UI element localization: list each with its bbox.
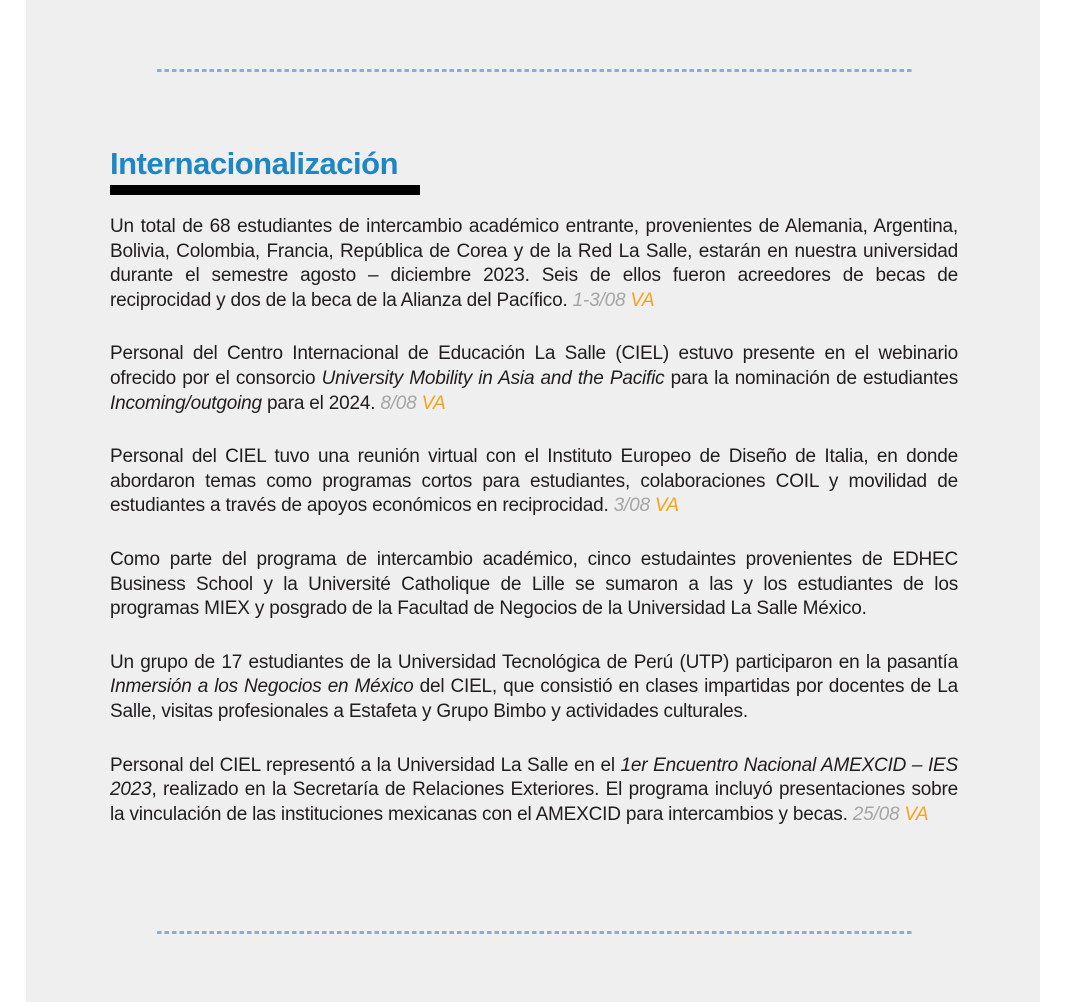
paragraph [110,445,958,519]
text-run: Como parte del programa de intercambio académico, cinco estudaintes provenientes de EDHEC Business School y la Université Catholique de Lille se sumaron a las y los estudiantes de los programas MIEX y posgrado de la Facultad de Negocios de la Universidad La Salle México. [110,548,958,620]
bottom-dashed-divider [157,931,912,934]
text-run: University Mobility in Asia and the Pacific [321,367,665,389]
text-run: Incoming/outgoing [110,392,262,414]
text-run: Un total de 68 estudiantes de intercambio académico entrante, provenientes de Alemania, Argentina, Bolivia, Colombia, Francia, República de Corea y de la Red La Salle, estarán en nuestra universidad durante el semestre agosto – diciembre 2023. Seis de ellos fueron acreedores de becas de reciprocidad y dos de la beca de la Alianza del Pacífico. [110,216,958,311]
paragraph [110,342,958,416]
date-marker: 8/08 [380,392,422,414]
text-run: 1er Encuentro Nacional AMEXCID – IES 2023 [110,754,958,801]
text-run: del CIEL, que consistió en clases impartidas por docentes de La Salle, visitas profesionales a Estafeta y Grupo Bimbo y actividades culturales. [110,676,958,722]
page-content [110,146,958,827]
text-run: Inmersión a los Negocios en México [110,676,414,698]
date-marker: 3/08 [613,495,655,517]
date-marker: 1-3/08 [572,289,631,311]
author-initials: VA [654,495,679,517]
page-canvas [26,0,1040,1002]
body-text [110,215,958,827]
top-dashed-divider [157,69,912,72]
text-run: , realizado en la Secretaría de Relaciones Exteriores. El programa incluyó presentaciones sobre la vinculación de las instituciones mexicanas con el AMEXCID para intercambios y becas. [110,779,958,825]
date-marker: 25/08 [852,803,905,825]
paragraph [110,548,958,622]
author-initials: VA [630,289,655,311]
text-run: Personal del CIEL tuvo una reunión virtual con el Instituto Europeo de Diseño de Italia, en donde abordaron temas como programas cortos para estudiantes, colaboraciones COIL y movilidad de estudiantes a través de apoyos económicos en reciprocidad. [110,446,958,517]
section-title: Internacionalización [110,146,399,181]
paragraph [110,754,958,828]
text-run: Personal del Centro Internacional de Educación La Salle (CIEL) estuvo presente en el webinario ofrecido por el consorcio [110,343,958,389]
author-initials: VA [421,392,446,414]
text-run: Personal del CIEL representó a la Universidad La Salle en el [110,754,621,776]
paragraph [110,215,958,313]
text-run: para el 2024. [261,392,381,414]
author-initials: VA [904,803,929,825]
text-run: Un grupo de 17 estudiantes de la Universidad Tecnológica de Perú (UTP) participaron en la pasantía [110,651,958,673]
paragraph [110,651,958,725]
text-run: para la nominación de estudiantes [664,367,959,389]
title-underline-bar [110,185,420,195]
